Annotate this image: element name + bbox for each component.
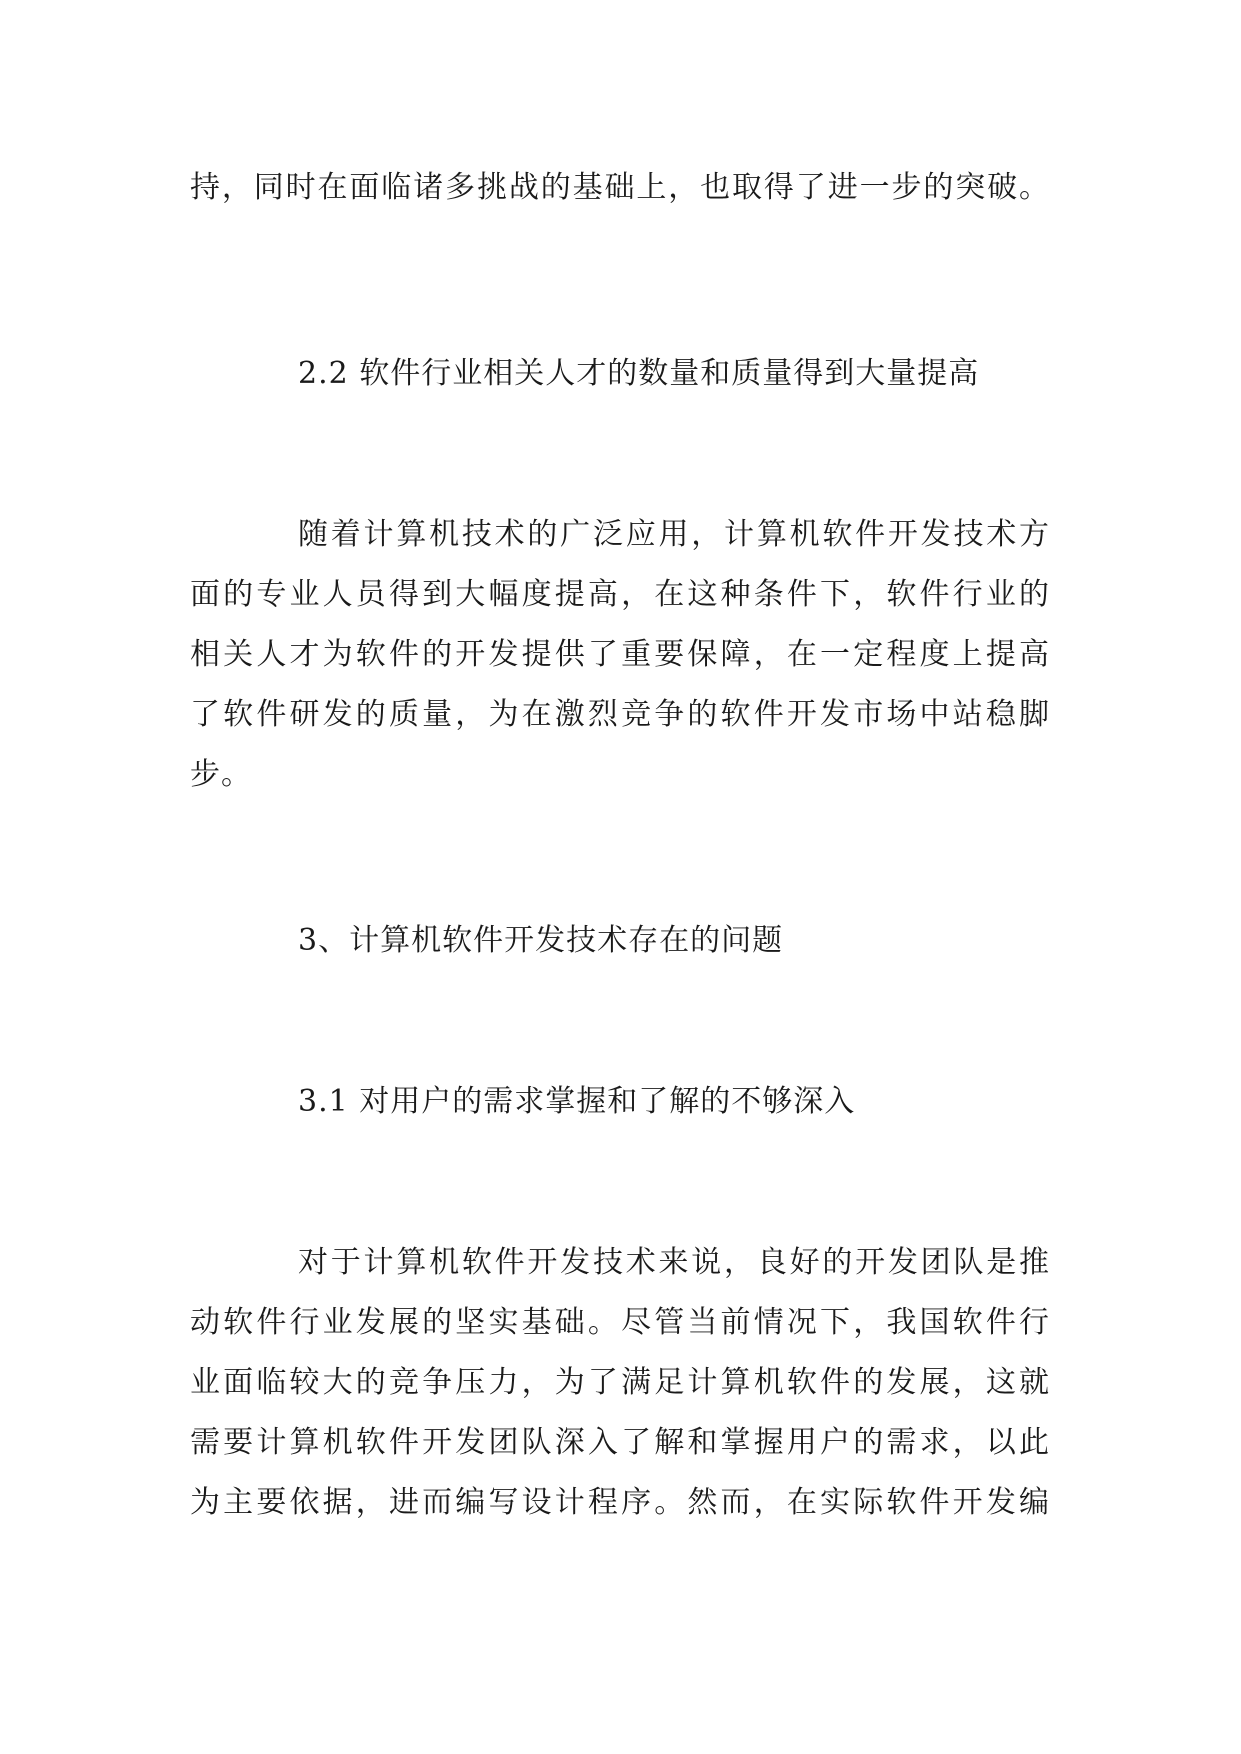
paragraph-line: 相关人才为软件的开发提供了重要保障，在一定程度上提高 [190,637,1050,672]
paragraph-line: 了软件研发的质量，为在激烈竞争的软件开发市场中站稳脚 [190,697,1050,732]
paragraph-line: 对于计算机软件开发技术来说，良好的开发团队是推 [298,1245,1050,1280]
section-heading-3-1: 3.1 对用户的需求掌握和了解的不够深入 [298,1084,856,1119]
section-heading-3: 3、计算机软件开发技术存在的问题 [298,923,784,958]
paragraph-line: 需要计算机软件开发团队深入了解和掌握用户的需求，以此 [190,1425,1050,1460]
paragraph-line: 面的专业人员得到大幅度提高，在这种条件下，软件行业的 [190,577,1050,612]
continuation-line: 持，同时在面临诸多挑战的基础上，也取得了进一步的突破。 [190,170,1050,205]
paragraph-line: 业面临较大的竞争压力，为了满足计算机软件的发展，这就 [190,1365,1050,1400]
section-heading-2-2: 2.2 软件行业相关人才的数量和质量得到大量提高 [298,356,980,391]
paragraph-line: 动软件行业发展的坚实基础。尽管当前情况下，我国软件行 [190,1305,1050,1340]
paragraph-line: 步。 [190,757,252,792]
paragraph-line: 为主要依据，进而编写设计程序。然而，在实际软件开发编 [190,1485,1050,1520]
paragraph-line: 随着计算机技术的广泛应用，计算机软件开发技术方 [298,517,1050,552]
